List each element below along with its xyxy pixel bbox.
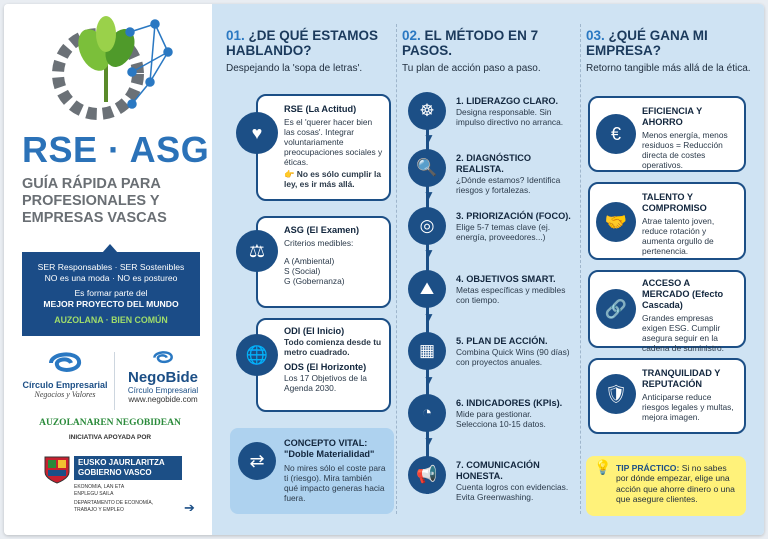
calendar-check-icon: ▦ bbox=[408, 332, 446, 370]
section-subtitle: Retorno tangible más allá de la ética. bbox=[586, 63, 751, 74]
handshake-icon: 🤝 bbox=[596, 202, 636, 242]
down-arrow-icon: ▼ bbox=[423, 310, 435, 324]
card-talent: TALENTO Y COMPROMISO Atrae talento joven, reduce rotación y aumenta orgullo de pertenencia. bbox=[588, 182, 746, 260]
next-arrow-icon[interactable]: ➔ bbox=[184, 500, 195, 515]
piggy-bank-icon: € bbox=[596, 114, 636, 154]
mission-box: SER Responsables · SER Sostenibles NO es una moda · NO es postureo Es formar parte del MEJOR PROYECTO DEL MUNDO AUZOLANA · BIEN COMÚN bbox=[22, 252, 200, 336]
down-arrow-icon: ▼ bbox=[423, 246, 435, 260]
section-title: 03. ¿QUÉ GANA MI EMPRESA? bbox=[586, 28, 708, 58]
down-arrow-icon: ▼ bbox=[423, 188, 435, 202]
down-arrow-icon: ▼ bbox=[423, 373, 435, 387]
ship-wheel-icon: ☸ bbox=[408, 92, 446, 130]
circulo-logo: Círculo Empresarial Negocios y Valores bbox=[20, 349, 110, 411]
column-divider bbox=[396, 24, 397, 514]
card-asg: ASG (El Examen) Criterios medibles: A (Ambiental) S (Social) G (Gobernanza) bbox=[256, 216, 391, 308]
step-7: 📢 7. COMUNICACIÓN HONESTA. Cuenta logros con evidencias. Evita Greenwashing. bbox=[402, 456, 574, 512]
support-label: INICIATIVA APOYADA POR bbox=[68, 434, 152, 441]
globe-growth-icon: 🌐 bbox=[236, 334, 278, 376]
step-4: ⛰ 4. OBJETIVOS SMART. Metas específicas y medibles con tiempo. bbox=[402, 270, 574, 310]
section-subtitle: Tu plan de acción paso a paso. bbox=[402, 63, 541, 74]
guide-title: GUÍA RÁPIDA PARA PROFESIONALES Y EMPRESAS VASCAS bbox=[22, 176, 167, 226]
card-odi-ods: ODI (El Inicio) Todo comienza desde tu metro cuadrado. ODS (El Horizonte) Los 17 Objetivos de la Agenda 2030. bbox=[256, 318, 391, 412]
section-subtitle: Despejando la 'sopa de letras'. bbox=[226, 63, 363, 74]
infographic-page bbox=[4, 4, 764, 535]
lightbulb-icon: 💡 bbox=[594, 459, 612, 475]
brand-title: RSE · ASG bbox=[22, 129, 210, 170]
logo-divider bbox=[114, 352, 115, 410]
step-5: ▦ 5. PLAN DE ACCIÓN. Combina Quick Wins (90 días) con proyectos anuales. bbox=[402, 332, 574, 372]
tip-box: 💡 TIP PRÁCTICO: Si no sabes por dónde empezar, elige una acción que ahorre dinero o una que asegure clientes. bbox=[586, 456, 746, 516]
gear-tree-logo-icon bbox=[50, 12, 180, 127]
target-icon: ◎ bbox=[408, 207, 446, 245]
column-divider bbox=[580, 24, 581, 514]
gauge-icon: ◔ bbox=[408, 394, 446, 432]
gov-logo: EUSKO JAURLARITZA GOBIERNO VASCO EKONOMIA, LAN ETA ENPLEGU SAILA DEPARTAMENTO DE ECONOMÍA, TRABAJO Y EMPLEO bbox=[44, 454, 194, 524]
down-arrow-icon: ▼ bbox=[423, 131, 435, 145]
section-benefits bbox=[586, 4, 758, 535]
card-efficiency: EFICIENCIA Y AHORRO Menos energía, menos residuos = Reducción directa de costes operativos. bbox=[588, 96, 746, 172]
section-title: 01. ¿DE QUÉ ESTAMOS HABLANDO? bbox=[226, 28, 379, 58]
swirl-logo-icon bbox=[47, 349, 83, 375]
concept-box: CONCEPTO VITAL: "Doble Materialidad" No mires sólo el coste para ti (riesgo). Mira también qué impacto generas hacia fuera. bbox=[230, 428, 394, 514]
card-reputation: TRANQUILIDAD Y REPUTACIÓN Anticiparse reduce riesgos legales y multas, mejora imagen. bbox=[588, 358, 746, 434]
scales-icon: ⚖ bbox=[236, 230, 278, 272]
section-title: 02. EL MÉTODO EN 7 PASOS. bbox=[402, 28, 539, 58]
down-arrow-icon: ▼ bbox=[423, 434, 435, 448]
content-columns bbox=[212, 4, 764, 535]
pointing-hand-icon: 👉 bbox=[284, 169, 297, 179]
step-3: ◎ 3. PRIORIZACIÓN (FOCO). Elige 5-7 temas clave (ej. energía, proveedores...) bbox=[402, 207, 574, 247]
card-market: ACCESO A MERCADO (Efecto Cascada) Grandes empresas exigen ESG. Cumplir asegura seguir en la cadena de suministro. bbox=[588, 270, 746, 348]
negobide-logo: NegoBide Círculo Empresarial www.negobide.com bbox=[118, 349, 208, 411]
mountain-flag-icon: ⛰ bbox=[408, 270, 446, 308]
magnifier-icon: 🔍 bbox=[408, 149, 446, 187]
card-rse: RSE (La Actitud) Es el 'querer hacer bien las cosas'. Integrar voluntariamente preocupaciones sociales y éticas. 👉 No es sólo cumplir la ley, es ir más allá. bbox=[256, 94, 391, 201]
step-6: ◔ 6. INDICADORES (KPIs). Mide para gestionar. Selecciona 10-15 datos. bbox=[402, 394, 574, 434]
heart-brain-icon: ♥ bbox=[236, 112, 278, 154]
chain-link-icon: 🔗 bbox=[596, 289, 636, 329]
shield-check-icon: 🛡 bbox=[596, 374, 636, 414]
auzolan-tagline: AUZOLANAREN NEGOBIDEAN bbox=[39, 418, 181, 428]
megaphone-icon: 📢 bbox=[408, 456, 446, 494]
swirl-logo-icon bbox=[151, 349, 175, 365]
swap-arrows-icon: ⇄ bbox=[238, 442, 276, 480]
step-2: 🔍 2. DIAGNÓSTICO REALISTA. ¿Dónde estamos? Identifica riesgos y fortalezas. bbox=[402, 149, 574, 189]
brand-panel bbox=[4, 4, 212, 535]
section-method bbox=[402, 4, 574, 535]
section-what bbox=[226, 4, 391, 535]
step-1: ☸ 1. LIDERAZGO CLARO. Designa responsable. Sin impulso directivo no arranca. bbox=[402, 92, 574, 132]
coat-of-arms-icon bbox=[44, 456, 70, 484]
